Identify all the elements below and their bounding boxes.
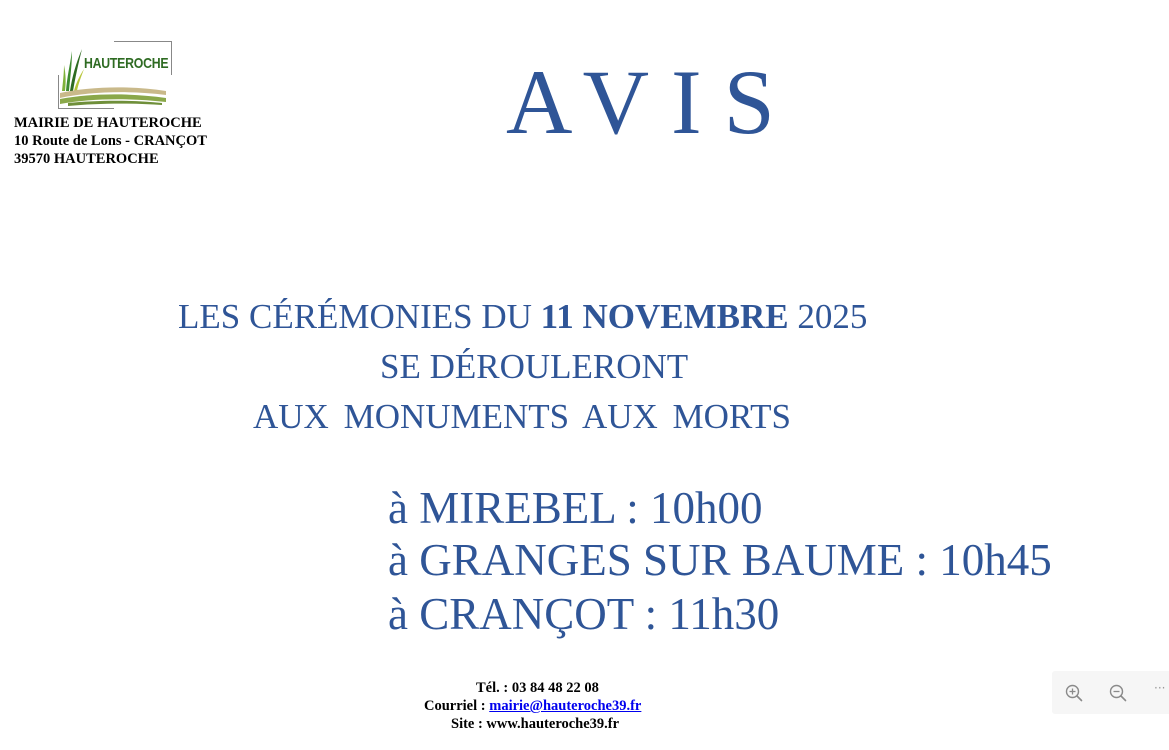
- schedule-item-granges: à GRANGES SUR BAUME : 10h45: [388, 535, 1052, 585]
- zoom-out-icon: [1108, 683, 1128, 703]
- address-line-street: 10 Route de Lons - CRANÇOT: [14, 133, 207, 149]
- ceremony-verb-line: SE DÉROULERONT: [380, 347, 689, 386]
- ceremony-place-line: AUX MONUMENTS AUX MORTS: [253, 397, 792, 436]
- footer-phone: Tél. : 03 84 48 22 08: [476, 680, 599, 696]
- zoom-in-button[interactable]: [1064, 683, 1084, 703]
- schedule-item-crancot: à CRANÇOT : 11h30: [388, 589, 780, 639]
- ceremony-line-start: LES CÉRÉMONIES DU: [178, 297, 541, 336]
- footer-email: [424, 697, 641, 715]
- footer-website: Site : www.hauteroche39.fr: [451, 716, 620, 732]
- footer-email-label: Courriel :: [424, 698, 490, 714]
- ceremony-date-line: [178, 297, 867, 337]
- logo-graphic: [58, 41, 172, 109]
- schedule-item-mirebel: à MIREBEL : 10h00: [388, 483, 763, 533]
- zoom-toolbar: [1052, 671, 1169, 714]
- address-line-mairie: MAIRIE DE HAUTEROCHE: [14, 115, 202, 131]
- mairie-logo: [58, 41, 172, 109]
- logo-wordmark: HAUTEROCHE: [84, 55, 169, 72]
- ceremony-date-bold: 11 NOVEMBRE: [540, 297, 789, 336]
- ceremony-year: 2025: [788, 297, 868, 336]
- zoom-out-button[interactable]: [1108, 683, 1128, 703]
- address-line-city: 39570 HAUTEROCHE: [14, 151, 159, 167]
- notice-title: AVIS: [506, 51, 797, 153]
- email-link[interactable]: mairie@hauteroche39.fr: [489, 698, 642, 714]
- more-options-button[interactable]: ···: [1154, 681, 1166, 695]
- zoom-in-icon: [1064, 683, 1084, 703]
